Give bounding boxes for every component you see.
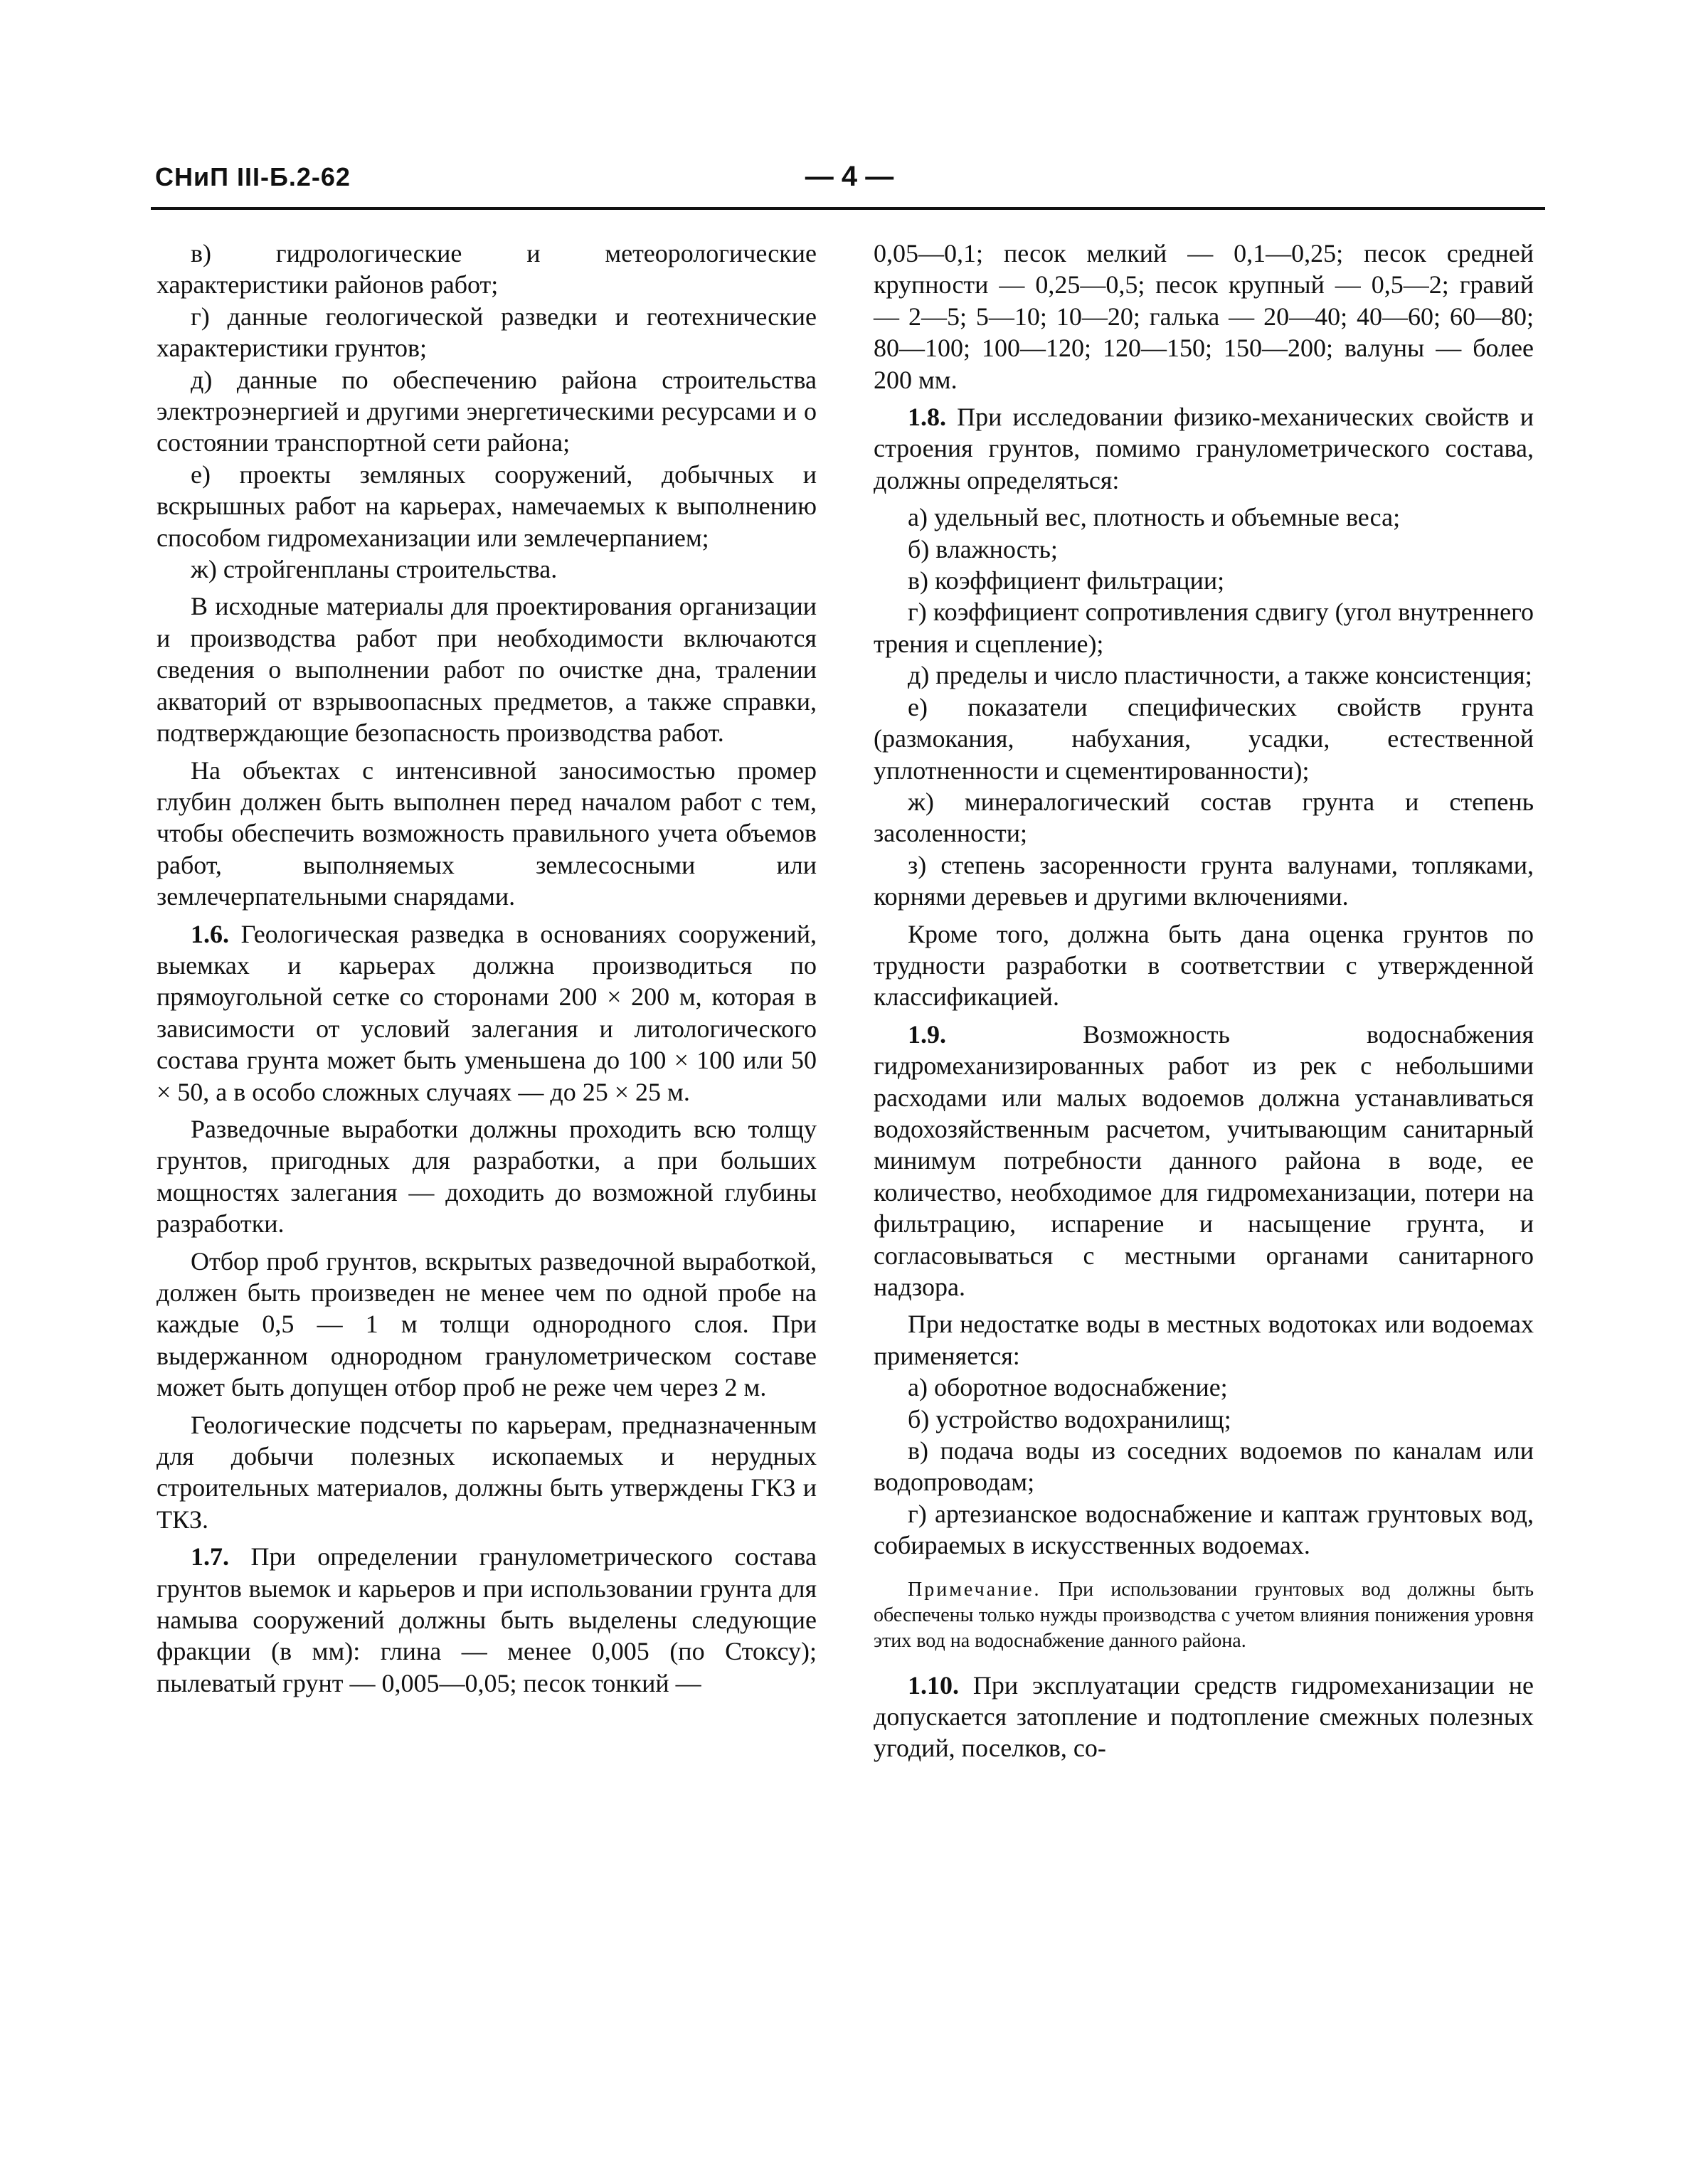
paragraph: При недостатке воды в местных водотоках или водоемах применяется: <box>874 1310 1534 1370</box>
paragraph: ж) стройгенпланы строительства. <box>191 555 558 584</box>
section-number: 1.7. <box>191 1542 229 1571</box>
paragraph-1-9: 1.9. Возможность водоснабжения гидромеханизированных работ из рек с небольшими расходами или малых водоемов должна устанавливаться водохозяйственным расчетом, учитывающим санитарный минимум потребности данного района в воде, ее количество, необходимое для гидромеханизации, потери на фильтрацию, испарение и насыщение грунта, и согласовываться с местными органами санитарного надзора. <box>874 1019 1534 1301</box>
list-item: в) подача воды из соседних водоемов по каналам или водопроводам; <box>874 1436 1534 1497</box>
right-column <box>874 238 1534 1764</box>
paragraph: г) данные геологической разведки и геотехнические характеристики грунтов; <box>157 302 817 363</box>
paragraph-continued: 0,05—0,1; песок мелкий — 0,1—0,25; песок средней крупности — 0,25—0,5; песок крупный — 0,5—2; гравий — 2—5; 5—10; 10—20; галька — 20—40; 40—60; 60—80; 80—100; 100—120; 120—150; 150—200; валуны — более 200 мм. <box>874 239 1534 394</box>
paragraph: е) проекты земляных сооружений, добычных и вскрышных работ на карьерах, намечаемых к выполнению способом гидромеханизации или землечерпанием; <box>157 460 817 552</box>
list-item: г) коэффициент сопротивления сдвигу (угол внутреннего трения и сцепление); <box>874 598 1534 658</box>
paragraph: На объектах с интенсивной заносимостью промер глубин должен быть выполнен перед началом работ с тем, чтобы обеспечить возможность правильного учета объемов работ, выполняемых землесосными или землечерпательными снарядами. <box>157 756 817 911</box>
paragraph-1-10: 1.10. При эксплуатации средств гидромеханизации не допускается затопление и подтопление смежных полезных угодий, поселков, со- <box>874 1670 1534 1763</box>
list-item: б) устройство водохранилищ; <box>908 1404 1231 1433</box>
section-number: 1.6. <box>191 919 229 948</box>
paragraph: д) данные по обеспечению района строительства электроэнергией и другими энергетическими ресурсами и о состоянии транспортной сети района; <box>157 365 817 457</box>
paragraph: В исходные материалы для проектирования организации и производства работ при необходимости включаются сведения о выполнении работ по очистке дна, тралении акваторий от взрывоопасных предметов, а также справки, подтверждающие безопасность производства работ. <box>157 592 817 748</box>
list-item: д) пределы и число пластичности, а также консистенция; <box>908 661 1532 690</box>
section-number: 1.10. <box>908 1670 959 1700</box>
document-code: СНиП III-Б.2-62 <box>155 162 351 191</box>
paragraph: Геологические подсчеты по карьерам, предназначенным для добычи полезных ископаемых и нерудных строительных материалов, должны быть утверждены ГКЗ и ТКЗ. <box>157 1410 817 1534</box>
paragraph: Кроме того, должна быть дана оценка грунтов по трудности разработки в соответствии с утвержденной классификацией. <box>874 919 1534 1012</box>
left-column <box>157 238 817 1699</box>
list-item: а) удельный вес, плотность и объемные веса; <box>908 503 1401 532</box>
paragraph-1-8: 1.8. При исследовании физико-механических свойств и строения грунтов, помимо гранулометрического состава, должны определяться: <box>874 403 1534 494</box>
running-header <box>155 162 1544 208</box>
list-item: б) влажность; <box>908 534 1058 563</box>
list-item: а) оборотное водоснабжение; <box>908 1373 1228 1402</box>
paragraph-1-6: 1.6. Геологическая разведка в основаниях сооружений, выемках и карьерах должна производиться по прямоугольной сетке со сторонами 200 × 200 м, которая в зависимости от условий залегания и литологического состава грунта может быть уменьшена до 100 × 100 или 50 × 50, а в особо сложных случаях — до 25 × 25 м. <box>157 919 817 1106</box>
list-item: в) коэффициент фильтрации; <box>908 566 1225 595</box>
page-number: — 4 — <box>805 161 894 192</box>
list-item: г) артезианское водоснабжение и каптаж грунтовых вод, собираемых в искусственных водоемах. <box>874 1499 1534 1560</box>
header-rule <box>151 207 1545 210</box>
note: Примечание. При использовании грунтовых вод должны быть обеспечены только нужды производства с учетом влияния понижения уровня этих вод на водоснабжение данного района. <box>874 1578 1534 1652</box>
paragraph: Отбор проб грунтов, вскрытых разведочной выработкой, должен быть произведен не менее чем по одной пробе на каждые 0,5 — 1 м толщи однородного слоя. При выдержанном однородном гранулометрическом составе может быть допущен отбор проб не реже чем через 2 м. <box>157 1246 817 1402</box>
list-item: ж) минералогический состав грунта и степень засоленности; <box>874 787 1534 848</box>
paragraph: Разведочные выработки должны проходить всю толщу грунтов, пригодных для разработки, а при больших мощностях залегания — доходить до возможной глубины разработки. <box>157 1114 817 1239</box>
paragraph-1-7: 1.7. При определении гранулометрического состава грунтов выемок и карьеров и при использовании грунта для намыва сооружений должны быть выделены следующие фракции (в мм): глина — менее 0,005 (по Стоксу); пылеватый грунт — 0,005—0,05; песок тонкий — <box>157 1542 817 1697</box>
paragraph: в) гидрологические и метеорологические характеристики районов работ; <box>157 239 817 299</box>
section-number: 1.9. <box>908 1019 946 1049</box>
list-item: з) степень засоренности грунта валунами, топляками, корнями деревьев и другими включениями. <box>874 850 1534 911</box>
section-number: 1.8. <box>908 403 946 432</box>
note-label: Примечание. <box>908 1578 1041 1601</box>
list-item: е) показатели специфических свойств грунта (размокания, набухания, усадки, естественной уплотненности и сцементированности); <box>874 692 1534 785</box>
